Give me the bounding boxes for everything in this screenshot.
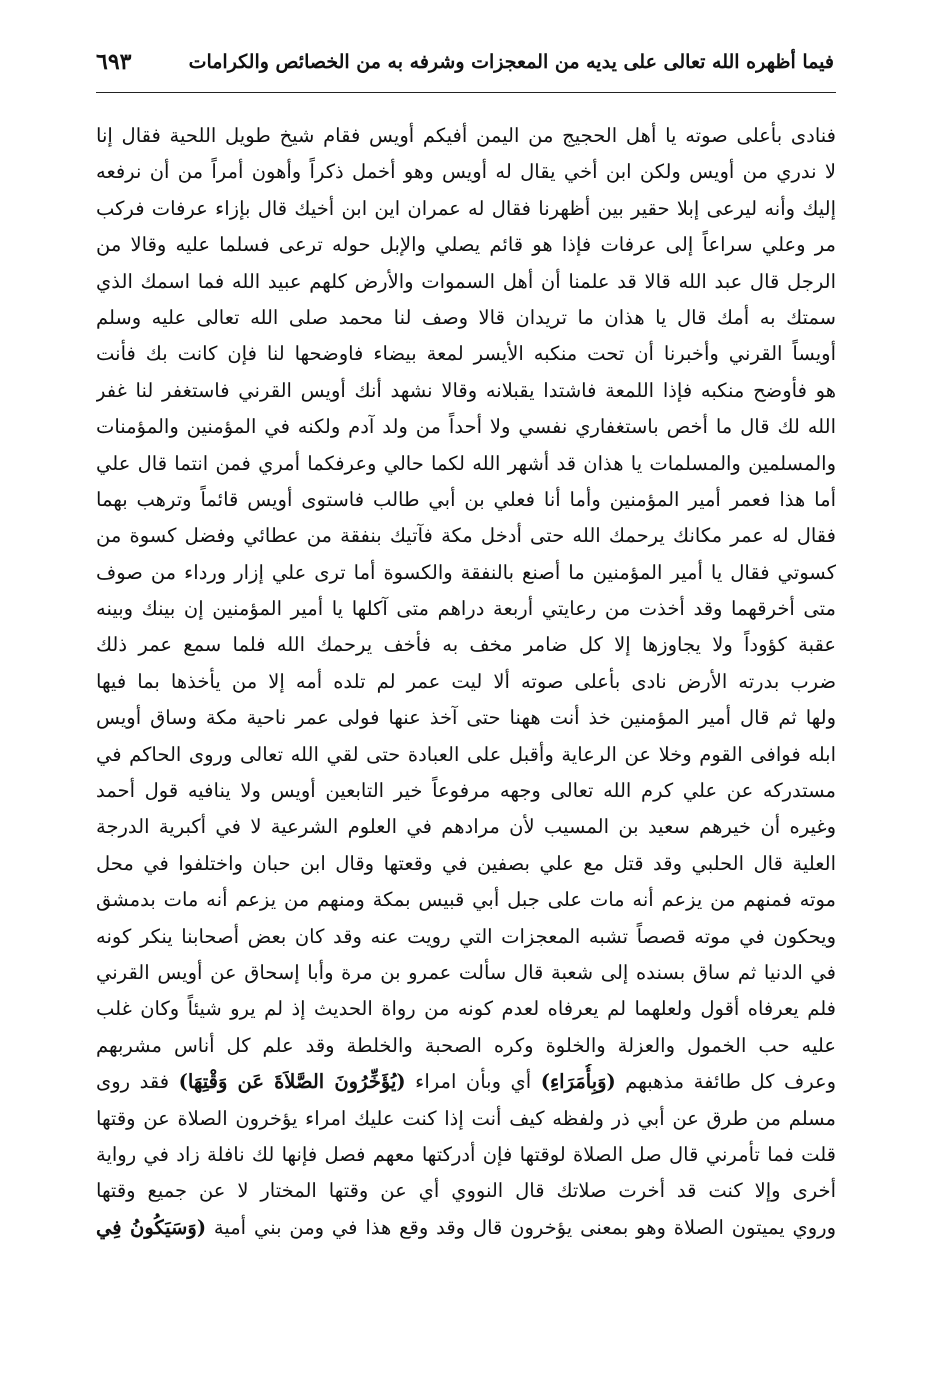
page-number: ٦٩٣ <box>96 49 132 75</box>
text-line: العلية قال الحلبي وقد قتل مع علي بصفين في وقعتها وقال ابن حبان واختلفوا في محل <box>96 851 836 875</box>
text-line: مر وعلي سراعاً إلى عرفات فإذا هو قائم يصلي والإبل حوله ترعى فسلما عليه وقالا من <box>96 233 836 257</box>
text-segment: وعرف كل طائفة مذهبهم <box>615 1070 836 1094</box>
text-line: ابله فوافى القوم وخلا عن الرعاية وأقبل على العبادة حتى لقي الله تعالى وروى الحاكم في <box>96 742 836 766</box>
page-header <box>96 42 834 82</box>
text-line: ولها ثم قال أمير المؤمنين خذ أنت ههنا حتى آخذ عنها فولى عمر ناحية مكة وساق أويس <box>96 706 836 730</box>
header-rule <box>96 92 836 93</box>
text-line <box>96 1064 836 1100</box>
text-line: موته فمنهم من يزعم أنه مات على جبل أبي قبيس بمكة ومنهم من يزعم أنه مات بدمشق <box>96 888 836 912</box>
text-line: عقبة كؤوداً ولا يجاوزها إلا كل ضامر مخف به فأخف يرحمك الله فلما سمع عمر ذلك <box>96 633 836 657</box>
text-line: عليه حب الخمول والعزلة والخلوة وكره الصحبة والخلطة وقد علم كل أناس مشربهم <box>96 1033 836 1057</box>
text-line: قلت فما تأمرني قال صل الصلاة لوقتها فإن أدركتها معهم فصل فإنها لك نافلة زاد في رواية <box>96 1142 836 1166</box>
text-line: سمتك به أمك قال يا هذان ما تريدان قالا وصف لنا محمد صلى الله تعالى عليه وسلم <box>96 305 836 329</box>
text-segment: وروي يميتون الصلاة وهو بمعنى يؤخرون قال وقد وقع هذا في ومن بني أمية <box>206 1215 836 1239</box>
text-line: مستدركه عن علي كرم الله تعالى وجهه مرفوعاً خير التابعين أويس ولا ينافيه قول أحمد <box>96 779 836 803</box>
text-line: فقال له عمر مكانك يرحمك الله حتى أدخل مكة فآتيك بنفقة من عطائي وفضل كسوة من <box>96 524 836 548</box>
text-line: لا ندري من أويس ولكن ابن أخي يقال له أويس وهو أخمل ذكراً وأهون أمراً من أن نرفعه <box>96 160 836 184</box>
text-line: ويحكون في موته قصصاً تشبه المعجزات التي رويت عنه وقد كان بعض أصحابنا ينكر كونه <box>96 924 836 948</box>
text-line: فنادى بأعلى صوته يا أهل الحجيج من اليمن أفيكم أويس فقام شيخ طويل اللحية فقال إنا <box>96 124 836 147</box>
text-line: متى أخرقهما وقد أخذت من رعايتي أربعة دراهم متى آكلها يا أمير المؤمنين إن بينك وبينه <box>96 597 836 621</box>
body-text <box>96 118 836 1246</box>
text-line: الله لك قال ما أخص باستغفاري نفسي ولا أحداً من ولد آدم ولكنه في المؤمنين والمؤمنات <box>96 415 836 439</box>
text-line <box>96 1210 836 1246</box>
text-line: أما هذا فعمر أمير المؤمنين وأما أنا فعلي بن أبي طالب فاستوى أويس قائماً وترهب بهما <box>96 487 836 511</box>
running-title: فيما أظهره الله تعالى على يديه من المعجزات وشرفه به من الخصائص والكرامات <box>188 51 834 73</box>
text-line: أويساً القرني وأخبرنا أن تحت منكبه الأيسر لمعة بيضاء فاوضحها لنا فإن كانت بك فأنت <box>96 342 836 366</box>
quran-quote: (يُؤَخِّرُونَ الصَّلاَةَ عَن وَقْتِهَا) <box>178 1070 406 1094</box>
text-line: إليك وأنه ليرعى إبلا حقير بين أظهرنا فقال له عمران اين ابن أخيك قال بإزاء عرفات فركب <box>96 196 836 220</box>
quran-quote: (وَسَيَكُونُ فِي <box>96 1215 207 1239</box>
text-line: مسلم من طرق عن أبي ذر ولفظه كيف أنت إذا كنت عليك امراء يؤخرون الصلاة عن وقتها <box>96 1106 836 1130</box>
text-line: الرجل قال عبد الله قالا قد علمنا أن أهل السموات والأرض كلهم عبيد الله فما اسمك الذي <box>96 269 836 293</box>
text-line: وغيره أن خيرهم سعيد بن المسيب لأن مرادهم في العلوم الشرعية لا في أكبرية الدرجة <box>96 815 836 839</box>
text-line: كسوتي فقال يا أمير المؤمنين ما أصنع بالنفقة والكسوة أما ترى علي إزار ورداء من صوف <box>96 560 836 584</box>
text-line: في الدنيا ثم ساق بسنده إلى شعبة قال سألت عمرو بن مرة وأبا إسحاق عن أويس القرني <box>96 960 836 984</box>
text-segment: فقد روى <box>96 1070 179 1094</box>
text-line: ضرب بدرته الأرض نادى بأعلى صوته ألا ليت عمر لم تلده أمه إلا من يأخذها بما فيها <box>96 669 836 693</box>
text-line: والمسلمين والمسلمات يا هذان قد أشهر الله لكما حالي وعرفكما أمري فمن انتما قال علي <box>96 451 836 475</box>
text-line: أخرى وإلا كنت قد أخرت صلاتك قال النووي أي عن وقتها المختار لا عن جميع وقتها <box>96 1179 836 1203</box>
quran-quote: (وَبِأُمَرَاءِ) <box>540 1070 616 1094</box>
text-line: فلم يعرفاه أقول ولعلهما لم يعرفاه لعدم كونه من رواة الحديث إذ لم يرو شيئاً وكان غلب <box>96 997 836 1021</box>
text-segment: أي وبأن امراء <box>405 1070 541 1094</box>
text-line: هو فأوضح منكبه فإذا اللمعة فاشتدا يقبلانه وقالا نشهد أنك أويس القرني فاستغفر لنا غفر <box>96 378 836 402</box>
